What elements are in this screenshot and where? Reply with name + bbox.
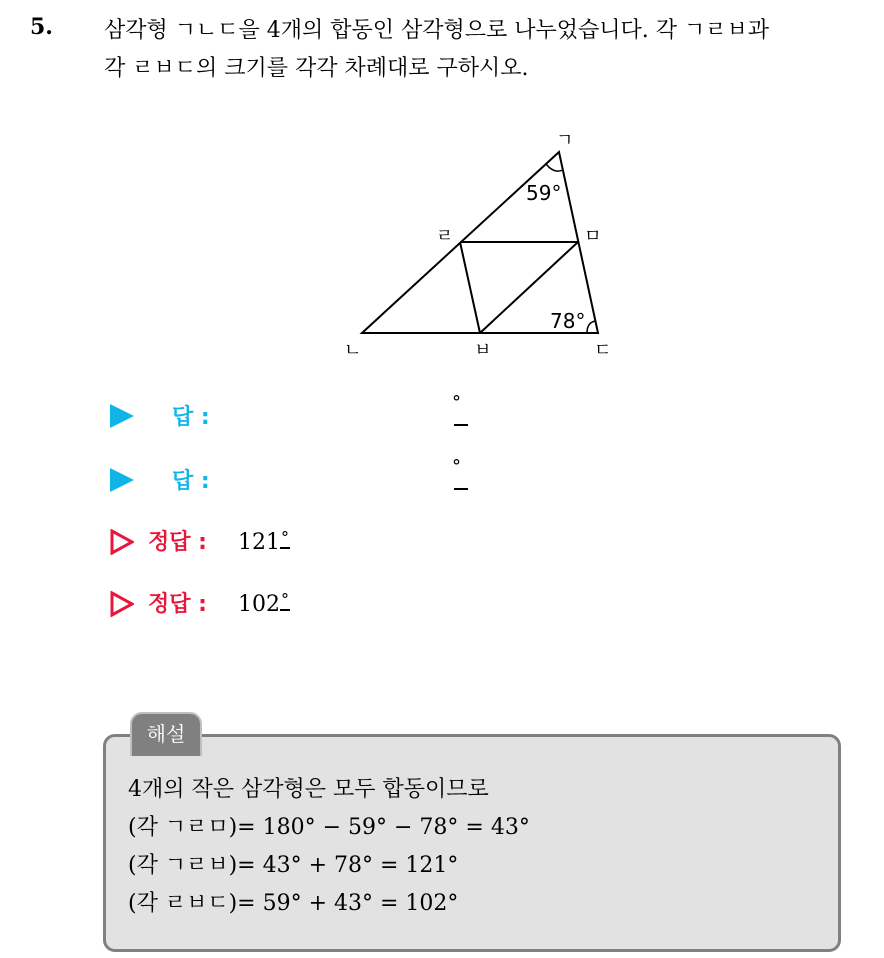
question-line-1: 삼각형 ㄱㄴㄷ을 4개의 합동인 삼각형으로 나누었습니다. 각 ㄱㄹㅂ과 bbox=[104, 18, 770, 43]
correct-row-1 bbox=[110, 524, 289, 560]
angle-arc-top bbox=[546, 164, 563, 171]
vertex-label-n: ㄴ bbox=[344, 340, 362, 361]
explanation-box bbox=[103, 734, 841, 952]
answer-label: 답 : bbox=[172, 405, 210, 430]
vertex-label-m: ㅁ bbox=[584, 226, 602, 247]
play-arrow-icon bbox=[110, 468, 134, 492]
correct-row-2 bbox=[110, 586, 289, 622]
correct-number: 121 bbox=[238, 530, 280, 555]
answer-label: 답 : bbox=[172, 469, 210, 494]
question-line-2: 각 ㄹㅂㄷ의 크기를 각각 차례대로 구하시오. bbox=[104, 56, 529, 81]
explanation-tab: 해설 bbox=[130, 712, 202, 756]
explanation-line: (각 ㄱㄹㅁ)= 180° − 59° − 78° = 43° bbox=[128, 815, 530, 840]
hollow-arrow-icon bbox=[110, 529, 134, 555]
answer-blank[interactable] bbox=[454, 424, 468, 426]
segment-rb bbox=[460, 242, 480, 333]
question-text bbox=[104, 12, 874, 88]
explanation-line: (각 ㄹㅂㄷ)= 59° + 43° = 102° bbox=[128, 891, 459, 916]
explanation-line: 4개의 작은 삼각형은 모두 합동이므로 bbox=[128, 777, 489, 802]
question-number: 5. bbox=[30, 14, 53, 40]
answer-blank[interactable] bbox=[454, 488, 468, 490]
correct-degree: ° bbox=[281, 590, 289, 609]
correct-value bbox=[238, 528, 290, 555]
angle-label-top: 59° bbox=[526, 181, 562, 205]
vertex-label-b: ㅂ bbox=[474, 340, 492, 361]
correct-value bbox=[238, 590, 290, 617]
answer-row-2 bbox=[110, 456, 461, 498]
vertex-label-d: ㄷ bbox=[594, 340, 612, 361]
explanation-line: (각 ㄱㄹㅂ)= 43° + 78° = 121° bbox=[128, 853, 459, 878]
correct-number: 102 bbox=[238, 592, 280, 617]
angle-label-right: 78° bbox=[550, 309, 586, 333]
explanation-lines bbox=[128, 771, 530, 923]
hollow-arrow-icon bbox=[110, 591, 134, 617]
angle-arc-right bbox=[587, 321, 596, 333]
correct-degree: ° bbox=[281, 528, 289, 547]
answer-degree: ° bbox=[452, 456, 461, 477]
vertex-label-g: ㄱ bbox=[556, 130, 574, 151]
triangle-diagram bbox=[330, 120, 650, 370]
answer-row-1 bbox=[110, 392, 461, 434]
correct-label: 정답 : bbox=[148, 530, 207, 555]
triangle-figure bbox=[330, 120, 650, 370]
vertex-label-r: ㄹ bbox=[436, 226, 454, 247]
play-arrow-icon bbox=[110, 404, 134, 428]
correct-label: 정답 : bbox=[148, 592, 207, 617]
answer-degree: ° bbox=[452, 392, 461, 413]
